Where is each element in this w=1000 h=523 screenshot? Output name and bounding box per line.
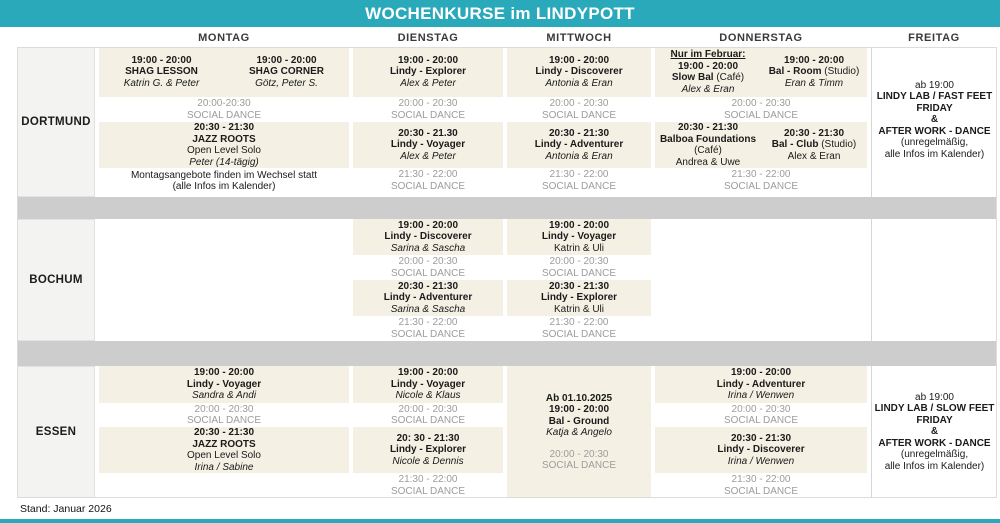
social-dance-row [507, 316, 651, 341]
text-line: SOCIAL DANCE [390, 485, 466, 497]
text-line: (unregelmäßig, [900, 137, 969, 149]
text-line: Sarina & Sascha [390, 242, 466, 254]
social-dance-row [507, 168, 651, 193]
text-line: Nicole & Klaus [395, 390, 461, 402]
text-line: 20:30 - 21:30 [783, 127, 845, 139]
text-line: Lindy - Explorer [389, 66, 467, 78]
cell-essen-donnerstag [655, 366, 867, 498]
event-lindy-explorer-es [353, 427, 503, 473]
social-dance-row [655, 403, 867, 427]
text-line: (unregelmäßig, [900, 449, 969, 461]
cell-bochum-mittwoch [507, 219, 651, 341]
event-lindy-voyager-bo [507, 219, 651, 255]
cell-essen-freitag [871, 366, 997, 498]
text-line: AFTER WORK - DANCE [878, 125, 991, 137]
text-line: Sandra & Andi [191, 390, 257, 402]
text-line: 19:00 - 20:00 [193, 367, 255, 379]
text-line: SHAG CORNER [248, 66, 324, 78]
text-line: SOCIAL DANCE [723, 485, 799, 497]
text-line: (alle Infos im Kalender) [172, 181, 276, 192]
text-line: alle Infos im Kalender) [884, 460, 985, 472]
text-line: AFTER WORK - DANCE [878, 437, 991, 449]
cell-dortmund-freitag [871, 47, 997, 197]
text-line: SOCIAL DANCE [541, 460, 617, 471]
text-line [772, 139, 856, 151]
event-lindy-discoverer-do [507, 47, 651, 97]
text-line: Lindy - Adventurer [716, 378, 806, 390]
text-line: Alex & Peter [400, 150, 456, 162]
text-line: 20:00 - 20:30 [731, 403, 791, 415]
text-line: Lindy - Voyager [390, 139, 466, 151]
text-line: 20:30 - 21:30 [548, 127, 610, 139]
event-lindy-discoverer-bo [353, 219, 503, 255]
text-line: LINDY LAB / FAST FEET [876, 91, 993, 103]
social-dance-row [353, 473, 503, 498]
text-line: 20:00 - 20:30 [398, 403, 458, 415]
text-line: SOCIAL DANCE [723, 109, 799, 121]
text-line: 19:00 - 20:00 [131, 54, 192, 66]
cell-bochum-donnerstag [655, 219, 867, 341]
text-line: Lindy - Voyager [541, 231, 617, 243]
band-separator [17, 341, 997, 366]
text-line: 20:00-20:30 [197, 98, 251, 109]
text-line: Irina / Sabine [194, 461, 254, 473]
text-line: Lindy - Explorer [540, 292, 618, 304]
event-lindy-explorer-bo [507, 280, 651, 316]
event-lindy-discoverer-es [655, 427, 867, 473]
text-line: 20:30 - 21:30 [730, 432, 792, 444]
event-lindy-adventurer-es [655, 366, 867, 403]
text-line: SOCIAL DANCE [390, 328, 466, 340]
text-line: SHAG LESSON [125, 66, 198, 78]
text-line: Antonia & Eran [545, 150, 613, 162]
event-bal-club [761, 122, 867, 168]
city-label-dortmund: DORTMUND [17, 47, 95, 197]
text-line: FRIDAY [916, 414, 953, 426]
text-line: Montagsangebote finden im Wechsel statt [130, 169, 318, 181]
text-line: SOCIAL DANCE [390, 109, 466, 121]
text-line: JAZZ ROOTS [192, 133, 256, 145]
title-bar [0, 0, 1000, 27]
text-line: ab 19:00 [915, 79, 954, 91]
text-line: 19:00 - 20:00 [730, 367, 792, 379]
text-line: Nicole & Dennis [392, 455, 464, 467]
text-line: 20:30 - 21.30 [398, 127, 458, 139]
event-lindy-explorer-do [353, 47, 503, 97]
day-header-dienstag: DIENSTAG [397, 31, 459, 44]
text-span: Bal - Room [768, 66, 825, 78]
city-label-essen: ESSEN [17, 366, 95, 498]
text-line: Katrin & Uli [553, 303, 604, 315]
text-line: ab 19:00 [915, 391, 954, 403]
text-line: 19:00 - 20:00 [783, 54, 845, 66]
social-dance-row [507, 255, 651, 280]
text-line: Katrin & Uli [553, 242, 604, 254]
text-line: Bal - Ground [548, 415, 610, 427]
event-balboa-foundations [655, 122, 761, 168]
text-line: Lindy - Discoverer [717, 444, 805, 456]
text-span: (Studio) [824, 66, 860, 78]
event-bal-room [761, 47, 867, 97]
text-line: 21:30 - 22:00 [549, 169, 609, 180]
text-line: FRIDAY [916, 102, 953, 114]
text-line: 20: 30 - 21:30 [396, 432, 460, 444]
text-line [769, 66, 860, 78]
text-line: SOCIAL DANCE [541, 328, 617, 340]
text-line: Lindy - Adventurer [534, 139, 624, 151]
social-dance-row [353, 97, 503, 122]
text-span: (Café) [716, 72, 745, 83]
text-line: alle Infos im Kalender) [884, 148, 985, 160]
text-line: SOCIAL DANCE [541, 180, 617, 192]
text-line: Ab 01.10.2025 [545, 392, 613, 404]
text-line: 20:00 - 20:30 [398, 256, 458, 267]
cell-dortmund-mittwoch [507, 47, 651, 197]
text-line: Open Level Solo [187, 145, 261, 156]
event-lindy-adventurer-bo [353, 280, 503, 316]
cell-bochum-dienstag [353, 219, 503, 341]
text-line: 19:00 - 20:00 [397, 219, 459, 231]
text-line: 20:00 - 20:30 [549, 98, 609, 109]
text-line: 19:00 - 20:00 [548, 54, 610, 66]
text-line: Balboa Foundations [659, 133, 757, 145]
event-lindy-adventurer-do [507, 122, 651, 168]
text-line: 19:00 - 20:00 [677, 60, 739, 72]
text-line: 19:00 - 20:00 [548, 219, 610, 231]
text-line: 19:00 - 20:00 [548, 404, 610, 415]
text-line: Andrea & Uwe [675, 156, 741, 168]
text-line: SOCIAL DANCE [186, 415, 262, 426]
text-line: 19:00 - 20:00 [256, 54, 317, 66]
event-friday-essen [872, 366, 997, 498]
cell-essen-dienstag [353, 366, 503, 498]
social-dance-row [655, 168, 867, 193]
text-line: 21:30 - 22:00 [398, 474, 458, 485]
text-line: Antonia & Eran [545, 77, 613, 89]
text-line: (Café) [694, 145, 722, 156]
social-dance-row [353, 403, 503, 427]
text-line: 21:30 - 22:00 [398, 317, 458, 328]
text-line: Irina / Wenwen [727, 455, 795, 467]
text-line: JAZZ ROOTS [192, 438, 256, 450]
text-line: LINDY LAB / SLOW FEET [874, 403, 995, 415]
text-line: Lindy - Voyager [390, 378, 466, 390]
event-lindy-voyager-es-di [353, 366, 503, 403]
event-bal-ground [507, 366, 651, 498]
event-lindy-voyager-es [99, 366, 349, 403]
cell-bochum-freitag [871, 219, 997, 341]
text-line: 20:00 - 20:30 [549, 256, 609, 267]
text-line: 20:30 - 21:30 [548, 280, 610, 292]
text-line: 20:30 - 21:30 [193, 427, 255, 438]
text-line: 19:00 - 20:00 [397, 367, 459, 379]
text-line: Katja & Angelo [546, 427, 612, 438]
event-jazz-roots-dortmund [99, 122, 349, 168]
text-line: SOCIAL DANCE [390, 180, 466, 192]
text-line: Lindy - Explorer [389, 444, 467, 456]
social-dance-row [99, 403, 349, 427]
text-line: Lindy - Discoverer [384, 231, 472, 243]
text-line: & [930, 114, 939, 126]
text-line: SOCIAL DANCE [541, 267, 617, 279]
text-line: Lindy - Voyager [186, 378, 262, 390]
event-jazz-roots-essen [99, 427, 349, 473]
text-line: SOCIAL DANCE [723, 415, 799, 426]
event-lindy-voyager-do [353, 122, 503, 168]
cell-dortmund-dienstag [353, 47, 503, 197]
text-line [672, 72, 744, 84]
event-row [655, 47, 867, 97]
text-line: 20:30 - 21:30 [397, 280, 459, 292]
text-line: & [930, 426, 939, 438]
text-line: Alex & Peter [400, 77, 456, 89]
day-header-donnerstag: DONNERSTAG [719, 31, 803, 44]
cell-dortmund-montag [99, 47, 349, 197]
social-dance-row [353, 168, 503, 193]
social-dance-row [655, 473, 867, 498]
text-line: Lindy - Discoverer [535, 66, 623, 78]
day-header-montag: MONTAG [198, 31, 250, 44]
text-span: Bal - Club [771, 139, 822, 151]
text-line: Nur im Februar: [670, 49, 746, 60]
monday-note-row [99, 168, 349, 194]
text-line: SOCIAL DANCE [390, 415, 466, 426]
text-line: 20:00 - 20:30 [194, 403, 254, 415]
event-shag-corner [224, 47, 349, 97]
event-shag-lesson [99, 47, 224, 97]
text-line: 21:30 - 22:00 [549, 317, 609, 328]
corner-spacer [17, 28, 95, 47]
cell-dortmund-donnerstag [655, 47, 867, 197]
event-row [655, 122, 867, 168]
city-label-bochum: BOCHUM [17, 219, 95, 341]
text-line: Eran & Timm [784, 77, 844, 89]
text-span: (Studio) [821, 139, 857, 151]
event-friday-dortmund [872, 47, 997, 193]
text-line: 21:30 - 22:00 [731, 169, 791, 180]
text-line: 20:30 - 21:30 [677, 122, 739, 133]
cell-bochum-montag [99, 219, 349, 341]
cell-essen-mittwoch [507, 366, 651, 498]
text-line: 21:30 - 22:00 [731, 474, 791, 485]
text-line: SOCIAL DANCE [390, 267, 466, 279]
text-line: Alex & Eran [787, 150, 841, 162]
cell-essen-montag [99, 366, 349, 498]
text-line: Open Level Solo [187, 450, 261, 461]
social-dance-row [353, 316, 503, 341]
band-separator [17, 197, 997, 219]
text-line: Katrin G. & Peter [123, 77, 200, 89]
text-line: 21:30 - 22:00 [398, 169, 458, 180]
text-line: Sarina & Sascha [390, 303, 466, 315]
social-dance-row [655, 97, 867, 122]
text-line: SOCIAL DANCE [723, 180, 799, 192]
day-header-mittwoch: MITTWOCH [546, 31, 612, 44]
event-slow-bal [655, 47, 761, 97]
text-line: Peter (14-tägig) [189, 156, 259, 168]
schedule-table [17, 28, 997, 498]
social-dance-row [353, 255, 503, 280]
bottom-accent-bar [0, 519, 1000, 523]
text-line: 20:00 - 20:30 [731, 98, 791, 109]
social-dance-row [507, 97, 651, 122]
day-header-freitag: FREITAG [908, 31, 960, 44]
page-title: WOCHENKURSE im LINDYPOTT [365, 3, 635, 23]
footer-note: Stand: Januar 2026 [20, 503, 112, 515]
text-line: Götz, Peter S. [255, 77, 318, 89]
event-row [99, 47, 349, 97]
text-line: Lindy - Adventurer [383, 292, 473, 304]
text-line: 20:00 - 20:30 [549, 448, 609, 460]
text-line: SOCIAL DANCE [186, 109, 262, 121]
text-line: Alex & Eran [681, 83, 735, 95]
text-line: 20:00 - 20:30 [398, 98, 458, 109]
text-span: Slow Bal [671, 72, 717, 83]
text-line: 20:30 - 21:30 [193, 122, 255, 133]
social-dance-row [99, 97, 349, 122]
text-line: 19:00 - 20:00 [397, 54, 459, 66]
text-line: SOCIAL DANCE [541, 109, 617, 121]
text-line: Irina / Wenwen [727, 390, 795, 402]
